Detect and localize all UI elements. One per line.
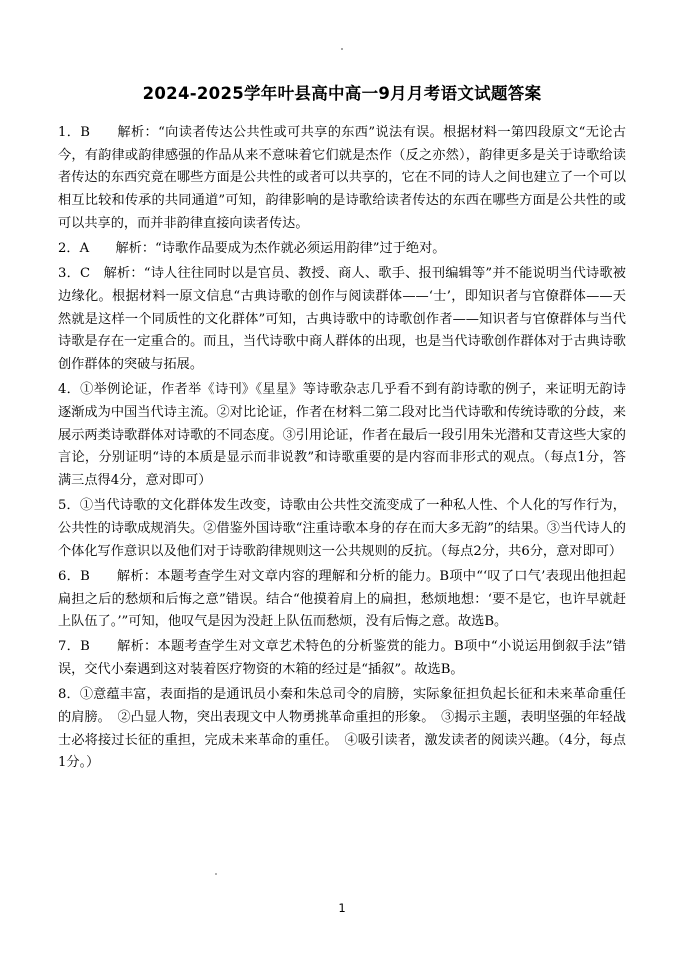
answer-paragraph-5: 5．①当代诗歌的文化群体发生改变，诗歌由公共性交流变成了一种私人性、个人化的写作行为，公共性的诗歌成规消失。②借鉴外国诗歌“注重诗歌本身的存在而大多无韵”的结果。③当代诗人的个体化写作意识以及他们对于诗歌韵律规则这一公共规则的反抗。（每点2分，共6分，意对即可） bbox=[58, 498, 626, 559]
answer-paragraph-1: 1．B 解析：“向读者传达公共性或可共享的东西”说法有误。根据材料一第四段原文“无论古今，有韵律或韵律感强的作品从来不意味着它们就是杰作（反之亦然），韵律更多是关于诗歌给读者传达的东西究竟在哪些方面是公共性的或者可以共享的，它在不同的诗人之间也建立了一个可以相互比较和传承的共同通道”可知，韵律影响的是诗歌给读者传达的东西在哪些方面是公共性的或可以共享的，而并非韵律直接向读者传达。 bbox=[58, 125, 626, 231]
answer-paragraph-8: 8．①意蕴丰富，表面指的是通讯员小秦和朱总司令的肩膀，实际象征担负起长征和未来革命重任的肩膀。 ②凸显人物，突出表现文中人物勇挑革命重担的形象。 ③揭示主题，表明坚强的年轻战士必将接过长征的重担，完成未来革命的重任。 ④吸引读者，激发读者的阅读兴趣。（4分，每点1分。） bbox=[58, 687, 626, 771]
answer-paragraph-3: 3．C 解析：“诗人往往同时以是官员、教授、商人、歌手、报刊编辑等”并不能说明当代诗歌被边缘化。根据材料一原文信息“古典诗歌的创作与阅读群体——‘士’，即知识者与官僚群体——天然就是这样一个同质性的文化群体”可知，古典诗歌中的诗歌创作者——知识者与官僚群体与当代诗歌是存在一定重合的。而且，当代诗歌中商人群体的出现，也是当代诗歌创作群体对于古典诗歌创作群体的突破与拓展。 bbox=[58, 266, 626, 373]
page-top-marker bbox=[341, 48, 343, 50]
answer-paragraph-6: 6．B 解析：本题考查学生对文章内容的理解和分析的能力。B项中“‘叹了口气’表现出他担起扁担之后的愁烦和后悔之意”错误。结合“他摸着肩上的扁担，愁烦地想：‘要不是它，也许早就赶上队伍了。’”可知，他叹气是因为没赶上队伍而愁烦，没有后悔之意。故选B。 bbox=[58, 568, 626, 630]
answer-paragraph-4: 4．①举例论证，作者举《诗刊》《星星》等诗歌杂志几乎看不到有韵诗歌的例子，来证明无韵诗逐渐成为中国当代诗主流。②对比论证，作者在材料二第二段对比当代诗歌和传统诗歌的分歧，来展示两类诗歌群体对诗歌的不同态度。③引用论证，作者在最后一段引用朱光潜和艾青这些大家的言论，分别证明“诗的本质是显示而非说教”和诗歌重要的是内容而非形式的观点。（每点1分，答满三点得4分，意对即可） bbox=[58, 382, 626, 489]
answer-paragraph-2: 2．A 解析：“诗歌作品要成为杰作就必须运用韵律”过于绝对。 bbox=[58, 241, 446, 257]
page-number: 1 bbox=[338, 901, 346, 915]
page-title: 2024-2025学年叶县高中高一9月月考语文试题答案 bbox=[142, 84, 542, 103]
answer-paragraph-7: 7．B 解析：本题考查学生对文章艺术特色的分析鉴赏的能力。B项中“小说运用倒叙手法”错误，交代小秦遇到这对装着医疗物资的木箱的经过是“插叙”。故选B。 bbox=[58, 639, 626, 678]
page-bottom-marker bbox=[215, 873, 217, 875]
